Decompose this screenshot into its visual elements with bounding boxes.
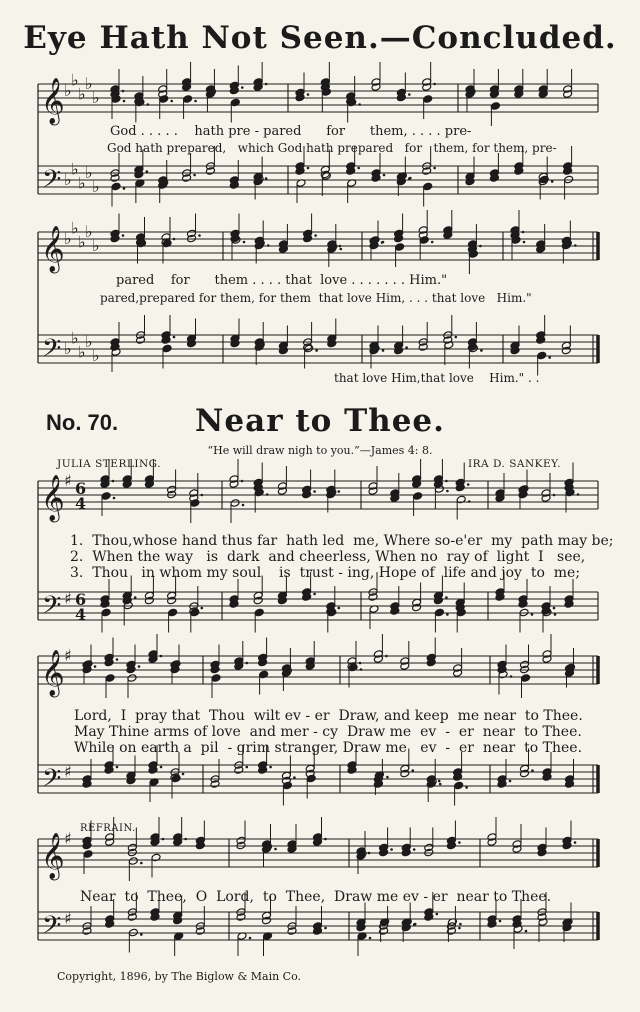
- sharp-sign: ♯: [64, 646, 72, 665]
- dot: [509, 780, 512, 783]
- dot: [140, 862, 143, 865]
- dot: [194, 100, 197, 103]
- dot: [382, 349, 385, 352]
- dot: [548, 356, 551, 359]
- flat-sign: ♭: [85, 332, 93, 351]
- dot: [201, 607, 204, 610]
- dot: [315, 349, 318, 352]
- dot: [499, 920, 502, 923]
- flat-sign: ♭: [78, 84, 86, 104]
- dot: [357, 167, 360, 170]
- lyric-line: God hath prepared, which God hath prepared for them, for them, pre-: [107, 141, 557, 155]
- flat-sign: ♭: [92, 346, 100, 365]
- dot: [385, 655, 388, 658]
- dot: [433, 83, 436, 86]
- note-head: [395, 243, 405, 252]
- note-head: [423, 95, 433, 104]
- dot: [369, 937, 372, 940]
- sharp-sign: ♯: [64, 829, 72, 848]
- dot: [269, 766, 272, 769]
- note-head: [521, 674, 531, 683]
- flat-sign: ♭: [92, 236, 100, 255]
- note-head: [127, 674, 137, 683]
- flat-sign: ♭: [71, 159, 79, 179]
- dot: [147, 103, 150, 106]
- dot: [445, 480, 448, 483]
- dot: [577, 493, 580, 496]
- dot: [307, 167, 310, 170]
- flat-sign: ♭: [78, 342, 86, 362]
- dot: [94, 665, 97, 668]
- note-head: [454, 781, 464, 790]
- dot: [138, 665, 141, 668]
- time-signature: 6: [75, 479, 87, 498]
- note-head: [370, 236, 380, 245]
- note-head: [537, 351, 547, 360]
- dot: [338, 490, 341, 493]
- dot: [246, 662, 249, 665]
- bass-clef: 𝄢: [42, 334, 62, 369]
- dot: [531, 769, 534, 772]
- flat-sign: ♭: [78, 173, 86, 193]
- scripture-reference: “He will draw nigh to you.”—James 4: 8.: [207, 444, 433, 457]
- time-signature: 4: [75, 494, 87, 513]
- dot: [307, 93, 310, 96]
- dot: [413, 848, 416, 851]
- dot: [160, 766, 163, 769]
- refrain-label: REFRAIN.: [80, 823, 136, 834]
- dot: [170, 100, 173, 103]
- note-head: [564, 175, 574, 184]
- dot: [480, 349, 483, 352]
- dot: [431, 241, 434, 244]
- flat-sign: ♭: [78, 232, 86, 252]
- note-head: [413, 492, 423, 501]
- flat-sign: ♭: [85, 222, 93, 241]
- flat-sign: ♭: [64, 229, 72, 248]
- lyric-line: God . . . . . hath pre - pared for them, . . . . pre-: [110, 124, 472, 139]
- dot: [553, 494, 556, 497]
- dot: [383, 174, 386, 177]
- verse-line: 1. Thou,whose hand thus far hath led me, Where so-e'er my path may be;: [70, 533, 614, 549]
- dot: [241, 480, 244, 483]
- flat-sign: ♭: [85, 163, 93, 182]
- dot: [445, 596, 448, 599]
- verse-line: While on earth a pil - grim stranger, Draw me ev - er near to Thee.: [74, 740, 583, 756]
- treble-clef: 𝄞: [41, 226, 65, 272]
- flat-sign: ♭: [92, 88, 100, 107]
- dot: [340, 248, 343, 251]
- note-head: [168, 608, 178, 617]
- note-head: [111, 182, 121, 191]
- note-head: [306, 774, 316, 783]
- hymn-number: No. 70.: [46, 410, 119, 435]
- dot: [184, 838, 187, 841]
- note-head: [159, 95, 169, 104]
- dot: [293, 776, 296, 779]
- dot: [531, 613, 534, 616]
- dot: [574, 244, 577, 247]
- bass-clef: 𝄢: [42, 591, 62, 626]
- dot: [246, 766, 249, 769]
- composer-credit: IRA D. SANKEY.: [468, 458, 562, 470]
- dot: [405, 346, 408, 349]
- dot: [266, 493, 269, 496]
- sharp-sign: ♯: [64, 909, 72, 928]
- flat-sign: ♭: [71, 328, 79, 348]
- dot: [146, 170, 149, 173]
- flat-sign: ♭: [71, 218, 79, 238]
- note-head: [539, 175, 549, 184]
- flat-sign: ♭: [92, 177, 100, 196]
- dot: [574, 841, 577, 844]
- bass-clef: 𝄢: [42, 764, 62, 799]
- dot: [134, 596, 137, 599]
- note-head: [151, 853, 161, 862]
- flat-sign: ♭: [64, 81, 72, 100]
- dot: [182, 773, 185, 776]
- dot: [386, 776, 389, 779]
- note-head: [419, 236, 429, 245]
- dot: [241, 86, 244, 89]
- dot: [510, 675, 513, 678]
- dot: [265, 177, 268, 180]
- verse-line: 3. Thou in whom my soul is trust - ing, Hope of life and joy to me;: [70, 565, 581, 581]
- dot: [116, 658, 119, 661]
- dot: [116, 766, 119, 769]
- dot: [468, 500, 471, 503]
- note-head: [519, 485, 529, 494]
- dot: [338, 607, 341, 610]
- note-head: [101, 608, 111, 617]
- dot: [467, 483, 470, 486]
- dot: [324, 927, 327, 930]
- dot: [243, 241, 246, 244]
- treble-clef: 𝄞: [41, 475, 65, 521]
- note-head: [230, 499, 240, 508]
- dot: [358, 103, 361, 106]
- dot: [113, 497, 116, 500]
- dot: [446, 490, 449, 493]
- note-head: [190, 499, 200, 508]
- dot: [553, 607, 556, 610]
- dot: [324, 838, 327, 841]
- note-head: [456, 495, 466, 504]
- dot: [459, 923, 462, 926]
- dot: [173, 238, 176, 241]
- treble-clef: 𝄞: [41, 833, 65, 879]
- dot: [193, 174, 196, 177]
- flat-sign: ♭: [64, 339, 72, 358]
- dot: [479, 245, 482, 248]
- note-head: [105, 674, 115, 683]
- dot: [201, 494, 204, 497]
- dot: [436, 913, 439, 916]
- dot: [123, 187, 126, 190]
- dot: [267, 244, 270, 247]
- note-head: [162, 344, 172, 353]
- flat-sign: ♭: [64, 170, 72, 189]
- note-head: [128, 857, 138, 866]
- bass-clef: 𝄢: [42, 165, 62, 200]
- dot: [314, 234, 317, 237]
- dot: [122, 234, 125, 237]
- flat-sign: ♭: [71, 70, 79, 90]
- dot: [525, 930, 528, 933]
- dot: [360, 668, 363, 671]
- verse-line: 2. When the way is dark and cheerless, When no ray of light I see,: [70, 549, 586, 565]
- dot: [249, 937, 252, 940]
- note-head: [83, 850, 93, 859]
- author-credit: JULIA STERLING.: [57, 458, 162, 470]
- dot: [339, 245, 342, 248]
- note-head: [490, 102, 500, 111]
- dot: [414, 923, 417, 926]
- treble-clef: 𝄞: [41, 650, 65, 696]
- treble-clef: 𝄞: [41, 78, 65, 124]
- flat-sign: ♭: [85, 74, 93, 93]
- verse-line: Near to Thee, O Lord, to Thee, Draw me ev - er near to Thee.: [80, 889, 552, 905]
- dot: [173, 336, 176, 339]
- dot: [458, 841, 461, 844]
- dot: [409, 177, 412, 180]
- dot: [551, 180, 554, 183]
- dot: [382, 241, 385, 244]
- lyric-line: pared for them . . . . that love . . . . . . . Him.": [116, 273, 448, 288]
- sharp-sign: ♯: [64, 471, 72, 490]
- note-head: [128, 928, 138, 937]
- dot: [313, 490, 316, 493]
- dot: [274, 848, 277, 851]
- verse-line: Lord, I pray that Thou wilt ev - er Draw, and keep me near to Thee.: [74, 708, 583, 724]
- note-head: [183, 95, 193, 104]
- note-head: [211, 674, 221, 683]
- bass-clef: 𝄢: [42, 911, 62, 946]
- dot: [160, 655, 163, 658]
- dot: [446, 613, 449, 616]
- dot: [265, 83, 268, 86]
- hymn-title: Near to Thee.: [195, 403, 445, 439]
- dot: [412, 769, 415, 772]
- note-head: [282, 781, 292, 790]
- sharp-sign: ♯: [64, 762, 72, 781]
- dot: [522, 231, 525, 234]
- dot: [162, 838, 165, 841]
- note-head: [423, 182, 433, 191]
- dot: [122, 90, 125, 93]
- dot: [523, 241, 526, 244]
- note-head: [101, 492, 111, 501]
- note-head: [254, 608, 264, 617]
- dot: [390, 848, 393, 851]
- dot: [198, 234, 201, 237]
- dot: [112, 480, 115, 483]
- dot: [465, 786, 468, 789]
- sharp-sign: ♯: [64, 589, 72, 608]
- note-head: [171, 660, 181, 669]
- note-head: [434, 608, 444, 617]
- note-head: [519, 608, 529, 617]
- dot: [433, 167, 436, 170]
- dot: [458, 927, 461, 930]
- dot: [140, 933, 143, 936]
- lyric-line: that love Him,that love Him." . .: [334, 371, 540, 385]
- dot: [438, 780, 441, 783]
- concluded-title: Eye Hath Not Seen.—Concluded.: [23, 20, 617, 56]
- dot: [554, 613, 557, 616]
- note-head: [230, 98, 240, 107]
- time-signature: 6: [75, 590, 87, 609]
- copyright-notice: Copyright, 1896, by The Biglow & Main Co.: [57, 970, 302, 983]
- time-signature: 4: [75, 605, 87, 624]
- dot: [313, 593, 316, 596]
- dot: [455, 336, 458, 339]
- dot: [368, 852, 371, 855]
- dot: [439, 783, 442, 786]
- dot: [408, 93, 411, 96]
- note-head: [259, 670, 269, 679]
- dot: [123, 100, 126, 103]
- dot: [242, 504, 245, 507]
- lyric-line: pared,prepared for them, for them that love Him, . . . that love Him.": [100, 291, 532, 305]
- dot: [359, 662, 362, 665]
- verse-line: May Thine arms of love and mer - cy Draw me ev - er near to Thee.: [74, 724, 582, 740]
